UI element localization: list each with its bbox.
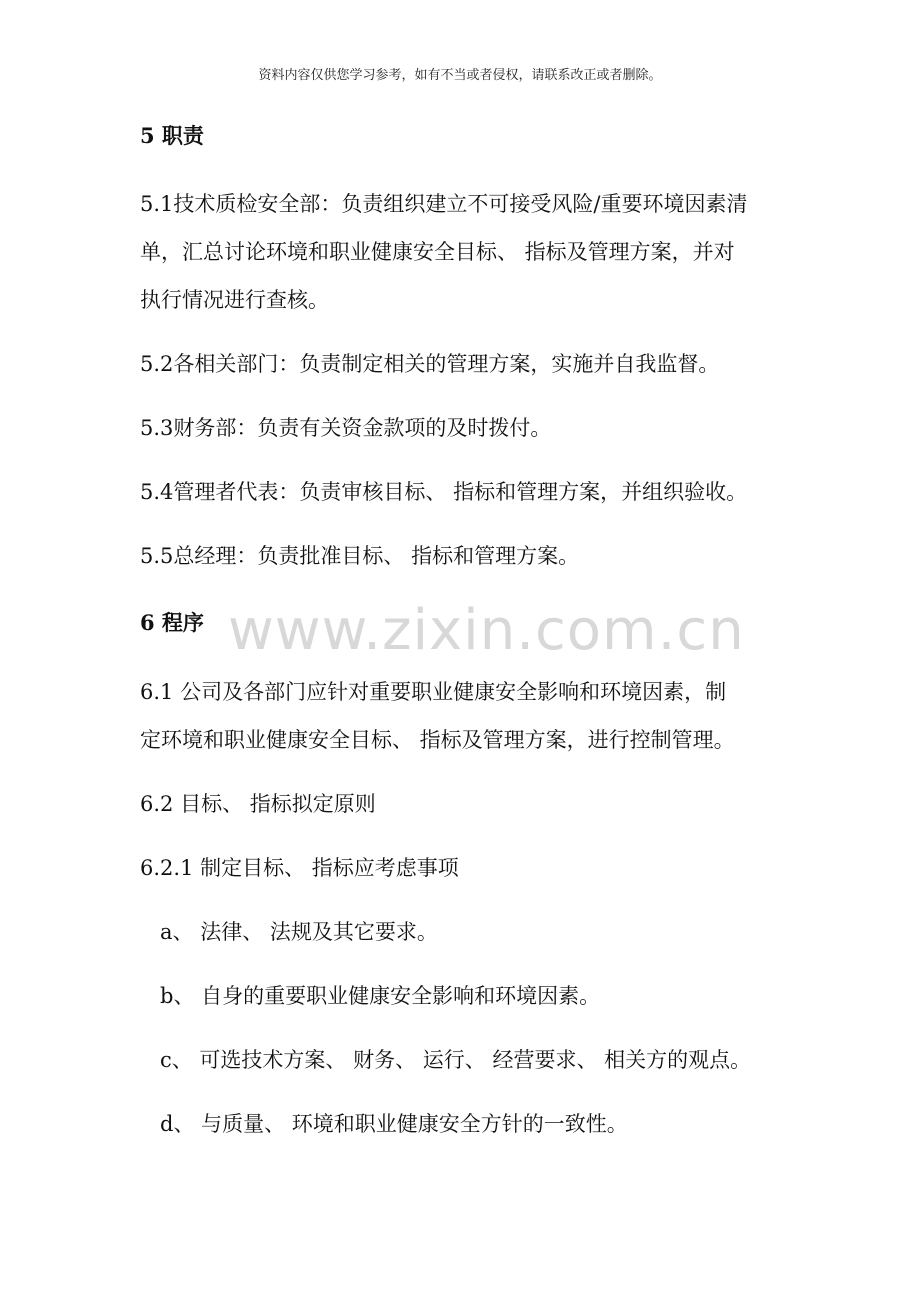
para-5-5: 5.5总经理：负责批准目标、 指标和管理方案。	[140, 544, 580, 568]
para-5-4: 5.4管理者代表：负责审核目标、 指标和管理方案，并组织验收。	[140, 480, 748, 504]
list-item-b: b、 自身的重要职业健康安全影响和环境因素。	[160, 984, 601, 1008]
para-6-1-line-1: 6.1 公司及各部门应针对重要职业健康安全影响和环境因素，制	[140, 680, 727, 704]
page-header: 资料内容仅供您学习参考，如有不当或者侵权，请联系改正或者删除。	[258, 68, 662, 83]
list-item-d: d、 与质量、 环境和职业健康安全方针的一致性。	[160, 1112, 628, 1136]
para-6-1-line-2: 定环境和职业健康安全目标、 指标及管理方案，进行控制管理。	[140, 728, 735, 752]
para-5-1-line-2: 单，汇总讨论环境和职业健康安全目标、 指标及管理方案，并对	[140, 240, 735, 264]
watermark: www.zixin.com.cn	[228, 598, 745, 663]
para-6-2-1: 6.2.1 制定目标、 指标应考虑事项	[140, 856, 459, 880]
section-6-heading: 6 程序	[140, 610, 204, 635]
para-5-1-line-3: 执行情况进行查核。	[140, 288, 329, 312]
section-5-heading: 5 职责	[140, 123, 204, 148]
para-5-3: 5.3财务部：负责有关资金款项的及时拨付。	[140, 416, 552, 440]
list-item-a: a、 法律、 法规及其它要求。	[160, 920, 438, 944]
para-5-2: 5.2各相关部门：负责制定相关的管理方案，实施并自我监督。	[140, 352, 720, 376]
para-6-2: 6.2 目标、 指标拟定原则	[140, 792, 376, 816]
list-item-c: c、 可选技术方案、 财务、 运行、 经营要求、 相关方的观点。	[160, 1048, 752, 1072]
para-5-1-line-1: 5.1技术质检安全部：负责组织建立不可接受风险/重要环境因素清	[140, 192, 748, 216]
